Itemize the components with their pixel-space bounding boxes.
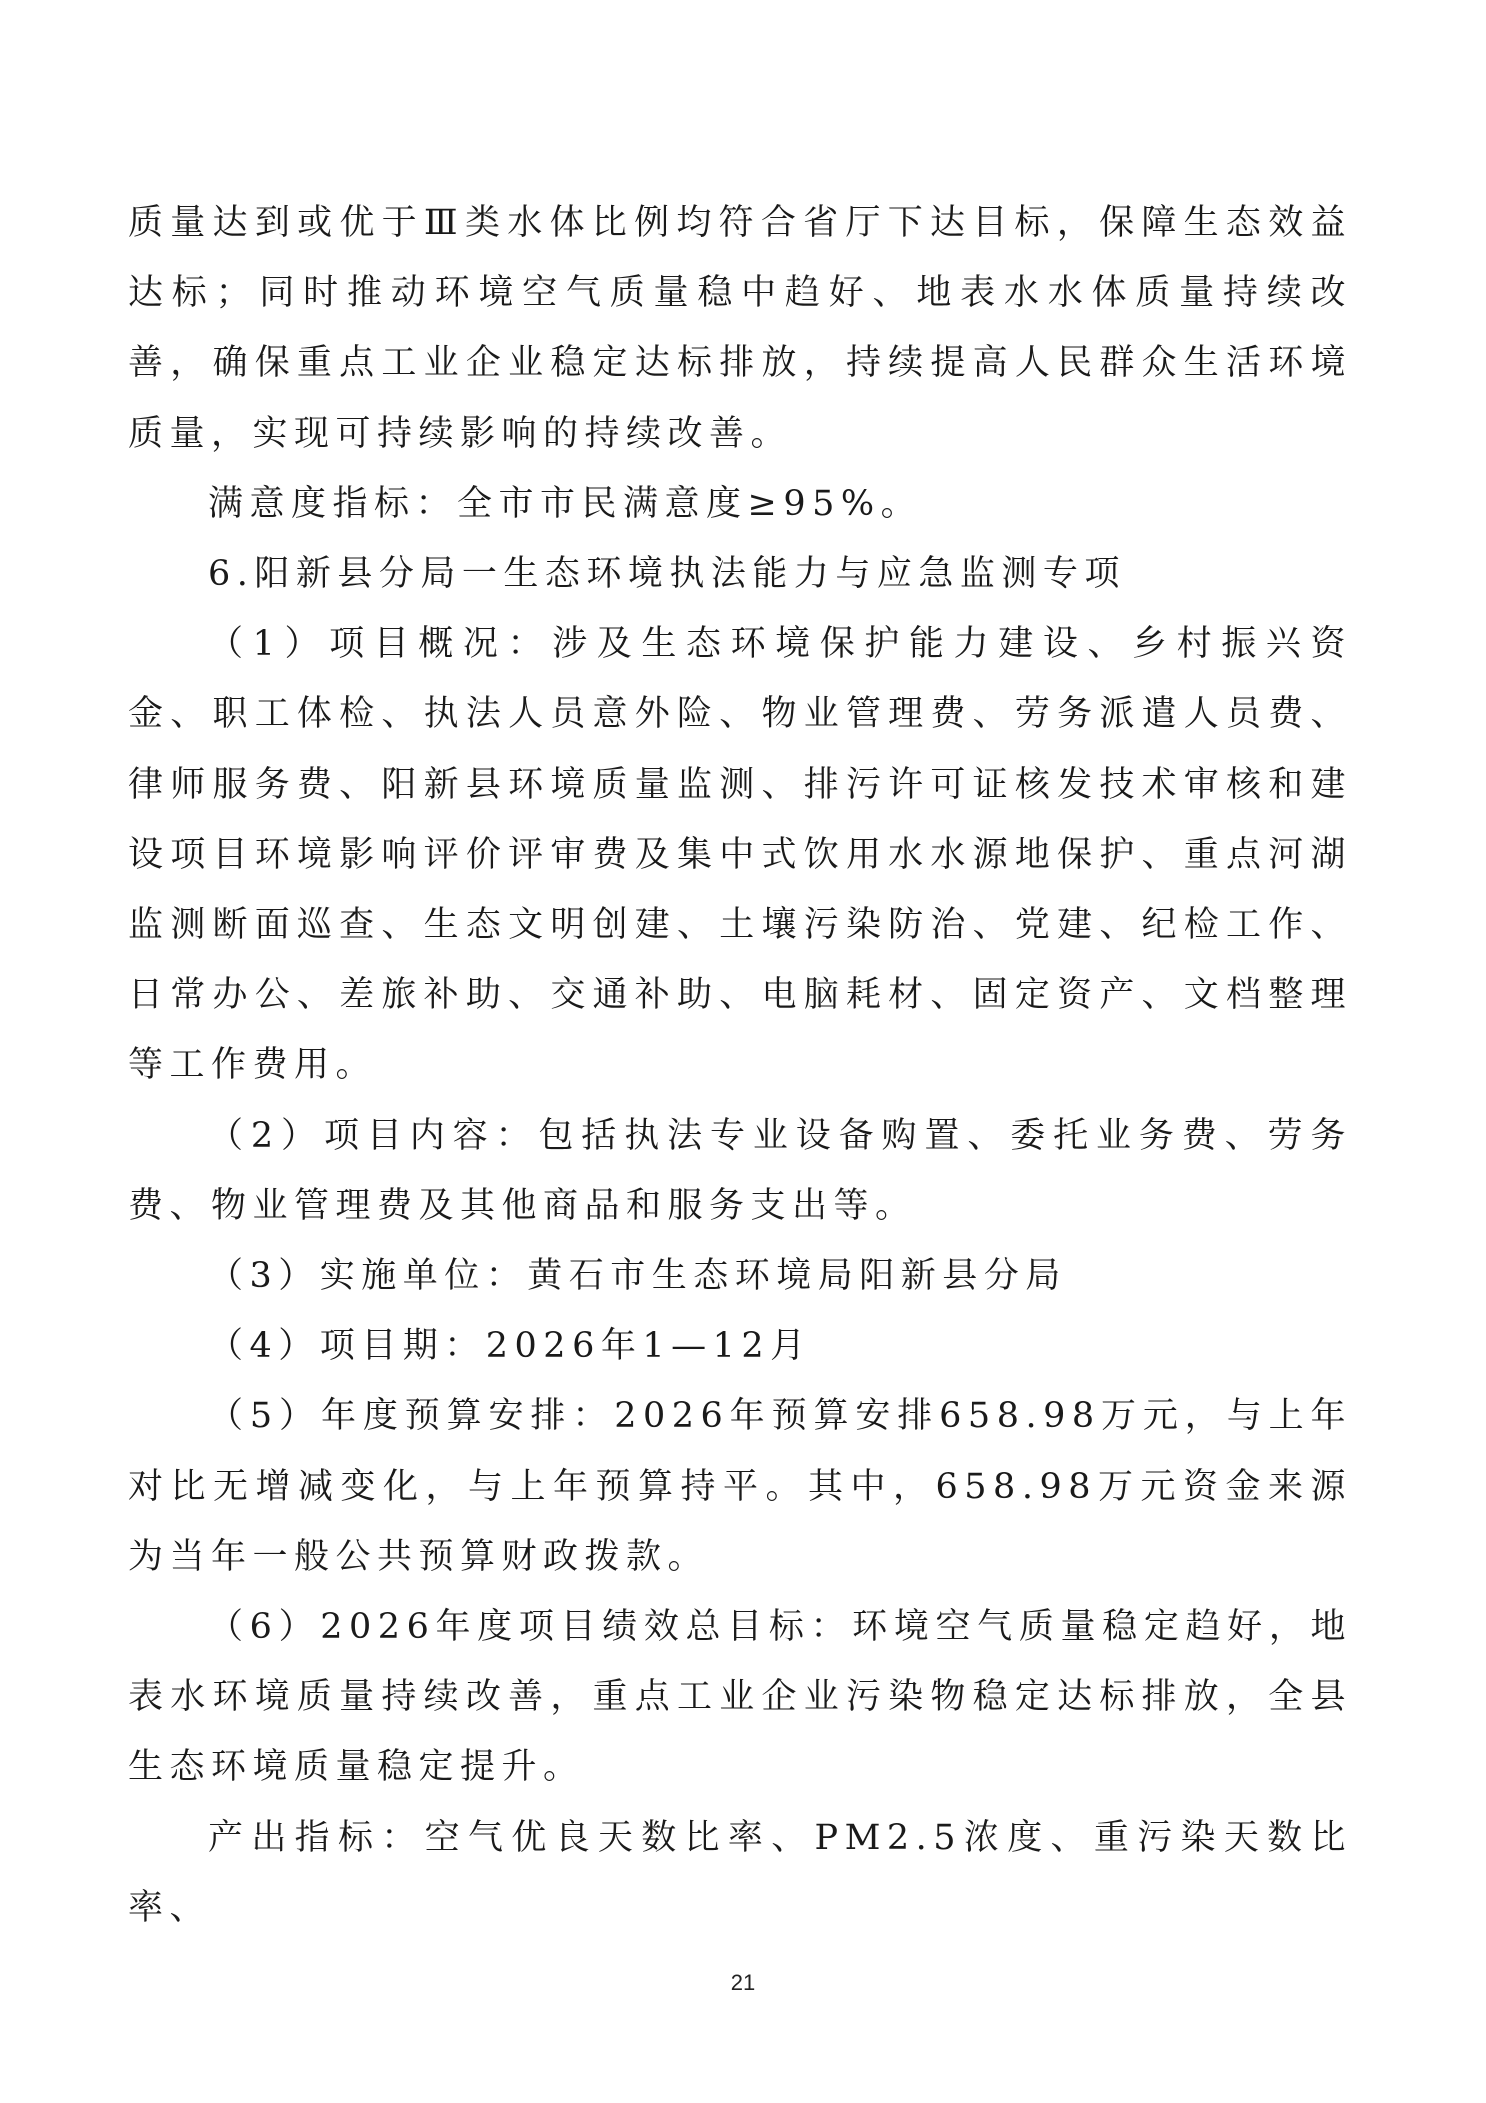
- page-number: 21: [730, 1970, 756, 1995]
- paragraph-project-overview: （1）项目概况：涉及生态环境保护能力建设、乡村振兴资金、职工体检、执法人员意外险、物业管理费、劳务派遣人员费、律师服务费、阳新县环境质量监测、排污许可证核发技术审核和建设项目环境影响评价评审费及集中式饮用水水源地保护、重点河湖监测断面巡查、生态文明创建、土壤污染防治、党建、纪检工作、日常办公、差旅补助、交通补助、电脑耗材、固定资产、文档整理等工作费用。: [128, 624, 1352, 1086]
- paragraph-annual-budget: （5）年度预算安排：2026年预算安排658.98万元，与上年对比无增减变化，与上年预算持平。其中，658.98万元资金来源为当年一般公共预算财政拨款。: [128, 1396, 1352, 1577]
- body-text: [128, 188, 1352, 1943]
- section-heading-yangxin-branch: 6.阳新县分局一生态环境执法能力与应急监测专项: [208, 554, 1126, 595]
- paragraph-water-quality-target: 质量达到或优于Ⅲ类水体比例均符合省厅下达目标，保障生态效益达标；同时推动环境空气质量稳中趋好、地表水水体质量持续改善，确保重点工业企业稳定达标排放，持续提高人民群众生活环境质量，实现可持续影响的持续改善。: [128, 203, 1352, 454]
- paragraph-implementing-unit: （3）实施单位：黄石市生态环境局阳新县分局: [208, 1256, 1067, 1297]
- paragraph-project-content: （2）项目内容：包括执法专业设备购置、委托业务费、劳务费、物业管理费及其他商品和服务支出等。: [128, 1115, 1352, 1226]
- paragraph-performance-goal: （6）2026年度项目绩效总目标：环境空气质量稳定趋好，地表水环境质量持续改善，重点工业企业污染物稳定达标排放，全县生态环境质量稳定提升。: [128, 1607, 1352, 1788]
- paragraph-output-indicators: 产出指标：空气优良天数比率、PM2.5浓度、重污染天数比率、: [128, 1817, 1352, 1928]
- paragraph-satisfaction-indicator: 满意度指标：全市市民满意度≥95%。: [208, 483, 923, 524]
- paragraph-project-period: （4）项目期：2026年1—12月: [208, 1326, 812, 1367]
